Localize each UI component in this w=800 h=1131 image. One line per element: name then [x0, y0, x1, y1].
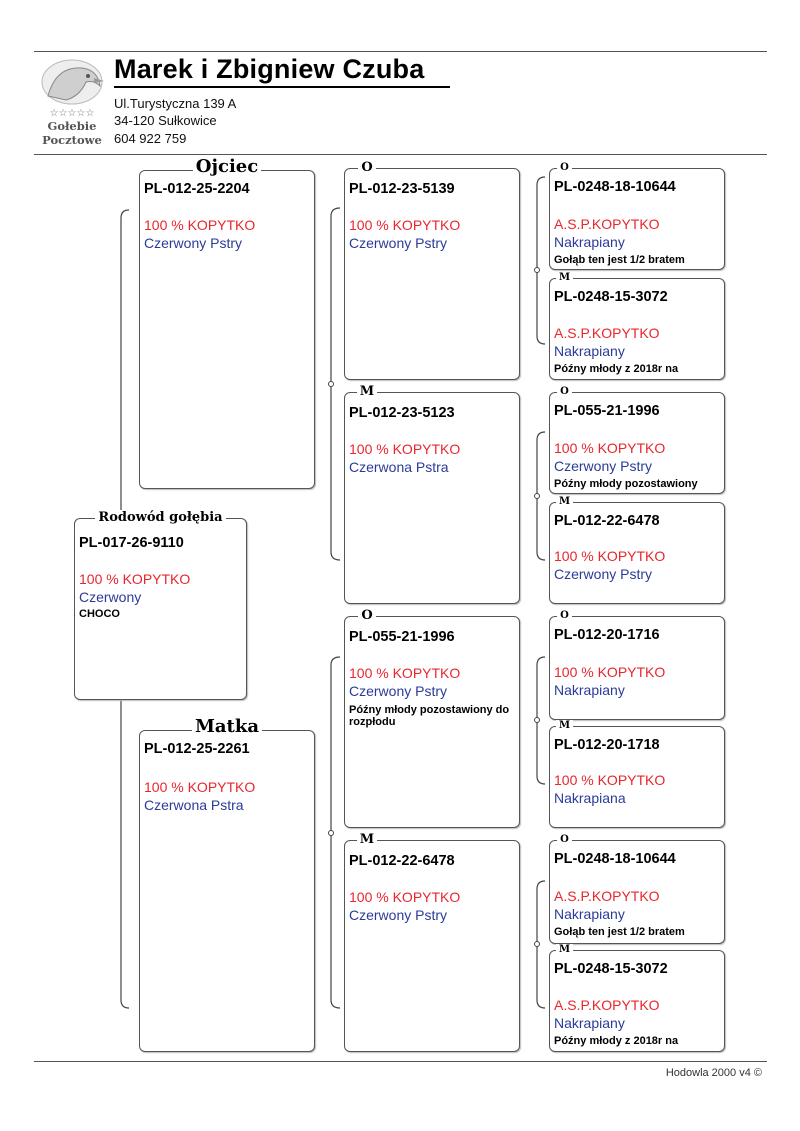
fff-ring: PL-0248-18-10644 — [554, 179, 676, 195]
fmm-card[interactable] — [549, 496, 725, 604]
ffm-card[interactable] — [549, 272, 725, 380]
mmf-note: Gołąb ten jest 1/2 bratem — [554, 926, 685, 938]
mfm-color: Nakrapiana — [554, 790, 626, 806]
fm-caption: M — [357, 384, 377, 399]
mmf-color: Nakrapiany — [554, 906, 625, 922]
ffm-caption: M — [556, 272, 573, 283]
footer-credit: Hodowla 2000 v4 © — [665, 1067, 762, 1079]
mf-caption: O — [358, 608, 375, 623]
mff-breed: 100 % KOPYTKO — [554, 664, 666, 680]
mother-breed: 100 % KOPYTKO — [144, 779, 256, 795]
mother-ring: PL-012-25-2261 — [144, 741, 250, 757]
svg-text:Gołebie: Gołebie — [47, 119, 97, 133]
fff-color: Nakrapiany — [554, 234, 625, 250]
mmf-card[interactable] — [549, 834, 725, 944]
father-ring: PL-012-25-2204 — [144, 181, 250, 197]
ffm-note: Późny młody z 2018r na — [554, 363, 679, 375]
mff-ring: PL-012-20-1716 — [554, 627, 660, 643]
fmf-color: Czerwony Pstry — [554, 458, 653, 474]
fff-caption: O — [557, 162, 572, 173]
mother-color: Czerwona Pstra — [144, 797, 244, 813]
mmm-card[interactable] — [549, 944, 725, 1052]
mm-caption: M — [357, 832, 377, 847]
subject-ring: PL-017-26-9110 — [79, 535, 184, 551]
father-caption: Ojciec — [193, 156, 261, 177]
ff-ring: PL-012-23-5139 — [349, 181, 455, 197]
fmm-breed: 100 % KOPYTKO — [554, 548, 666, 564]
mmm-color: Nakrapiany — [554, 1015, 625, 1031]
fmf-caption: O — [557, 386, 572, 397]
subject-color: Czerwony — [79, 589, 142, 605]
ff-caption: O — [358, 160, 375, 175]
mfm-caption: M — [556, 720, 573, 731]
fmf-breed: 100 % KOPYTKO — [554, 440, 666, 456]
phone: 604 922 759 — [114, 131, 187, 146]
mm-ring: PL-012-22-6478 — [349, 853, 455, 869]
fmf-ring: PL-055-21-1996 — [554, 403, 660, 419]
fmm-color: Czerwony Pstry — [554, 566, 653, 582]
fm-color: Czerwona Pstra — [349, 459, 449, 475]
ffm-ring: PL-0248-15-3072 — [554, 289, 668, 305]
ff-breed: 100 % KOPYTKO — [349, 217, 461, 233]
fff-note: Gołąb ten jest 1/2 bratem — [554, 254, 685, 266]
svg-text:Pocztowe: Pocztowe — [42, 133, 102, 147]
mmm-ring: PL-0248-15-3072 — [554, 961, 668, 977]
father-breed: 100 % KOPYTKO — [144, 217, 256, 233]
fff-breed: A.S.P.KOPYTKO — [554, 216, 660, 232]
mff-color: Nakrapiany — [554, 682, 625, 698]
ffm-breed: A.S.P.KOPYTKO — [554, 325, 660, 341]
fm-ring: PL-012-23-5123 — [349, 405, 455, 421]
mm-color: Czerwony Pstry — [349, 907, 448, 923]
ff-color: Czerwony Pstry — [349, 235, 448, 251]
mfm-card[interactable] — [549, 720, 725, 828]
fmm-caption: M — [556, 496, 573, 507]
svg-text:☆☆☆☆☆: ☆☆☆☆☆ — [49, 108, 95, 119]
mmf-breed: A.S.P.KOPYTKO — [554, 888, 660, 904]
mfm-ring: PL-012-20-1718 — [554, 737, 660, 753]
ffm-color: Nakrapiany — [554, 343, 625, 359]
fmf-card[interactable] — [549, 386, 725, 494]
mff-card[interactable] — [549, 610, 725, 720]
father-color: Czerwony Pstry — [144, 235, 243, 251]
mm-breed: 100 % KOPYTKO — [349, 889, 461, 905]
mf-note: Późny młody pozostawiony do rozpłodu — [349, 704, 510, 728]
fm-breed: 100 % KOPYTKO — [349, 441, 461, 457]
subject-caption: Rodowód gołębia — [95, 510, 225, 525]
fmm-ring: PL-012-22-6478 — [554, 513, 660, 529]
fmf-note: Późny młody pozostawiony — [554, 478, 698, 490]
mother-card[interactable] — [139, 716, 315, 1052]
breeder-name: Marek i Zbigniew Czuba — [114, 54, 425, 84]
mmm-caption: M — [556, 944, 573, 955]
mmf-caption: O — [557, 834, 572, 845]
mf-breed: 100 % KOPYTKO — [349, 665, 461, 681]
subject-note: CHOCO — [79, 608, 120, 620]
mff-caption: O — [557, 610, 572, 621]
mf-color: Czerwony Pstry — [349, 683, 448, 699]
father-card[interactable] — [139, 156, 315, 489]
mmf-ring: PL-0248-18-10644 — [554, 851, 676, 867]
mmm-breed: A.S.P.KOPYTKO — [554, 997, 660, 1013]
subject-breed: 100 % KOPYTKO — [79, 571, 191, 587]
address-street: Ul.Turystyczna 139 A — [114, 96, 237, 111]
mmm-note: Późny młody z 2018r na — [554, 1035, 679, 1047]
mfm-breed: 100 % KOPYTKO — [554, 772, 666, 788]
fff-card[interactable] — [549, 162, 725, 270]
address-city: 34-120 Sułkowice — [114, 113, 217, 128]
mf-ring: PL-055-21-1996 — [349, 629, 455, 645]
mother-caption: Matka — [192, 716, 262, 737]
